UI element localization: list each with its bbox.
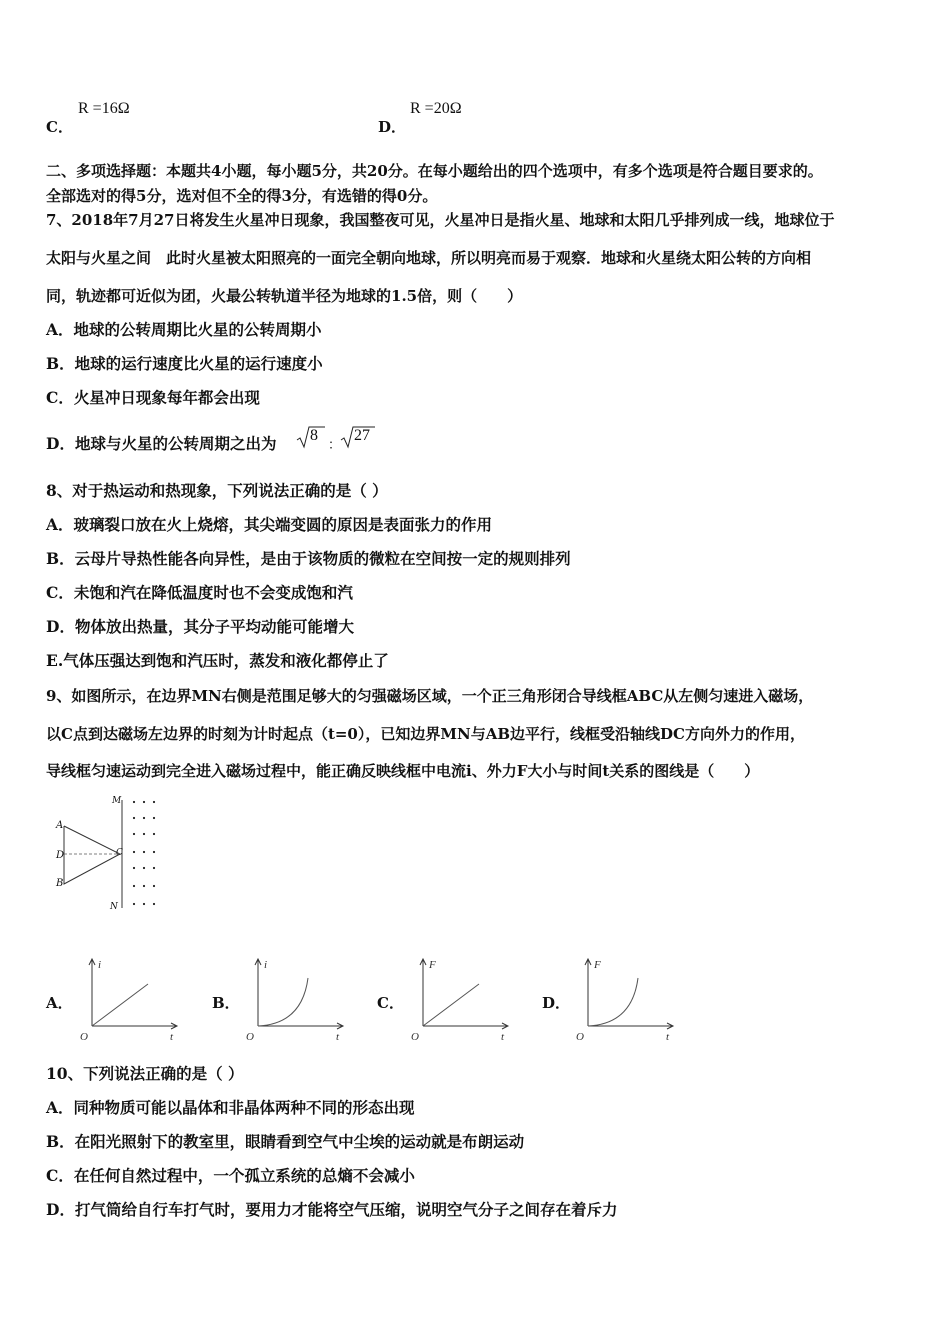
y-axis-label: F	[429, 959, 436, 971]
linear-plot-line	[423, 984, 479, 1026]
q9-line-1: 9、如图所示，在边界MN右侧是范围足够大的匀强磁场区域，一个正三角形闭合导线框ABC从左侧匀速进入磁场，	[46, 687, 814, 705]
option-d-label: D．	[378, 118, 407, 136]
q7-option-b: B．地球的运行速度比火星的运行速度小	[46, 354, 323, 373]
q9-line-3: 导线框匀速运动到完全进入磁场过程中，能正确反映线框中电流i、外力F大小与时间t关系的图线是（ ）	[46, 762, 760, 780]
q9-line-2: 以C点到达磁场左边界的时刻为计时起点（t=0），已知边界MN与AB边平行，线框受沿轴线DC方向外力的作用，	[46, 725, 805, 743]
q8-option-c: C．未饱和汽在降低温度时也不会变成饱和汽	[46, 583, 353, 602]
rising-plot-curve	[258, 978, 308, 1026]
option-c-label: C．	[46, 118, 73, 136]
fig-label-a: A	[56, 820, 64, 831]
q8-option-b: B．云母片导热性能各向异性，是由于该物质的微粒在空间按一定的规则排列	[46, 549, 571, 568]
q7-line-3: 同，轨迹都可近似为团，火最公转轨道半径为地球的1.5倍，则（ ）	[46, 287, 523, 305]
fig-label-b: B	[56, 878, 64, 889]
y-axis-label: i	[98, 959, 102, 971]
origin-label: O	[576, 1031, 584, 1043]
section-2-line-2: 全部选对的得5分，选对但不全的得3分，有选错的得0分。	[46, 187, 438, 205]
q9-graph-label-0: A．	[46, 994, 73, 1012]
q9-graph-0	[78, 956, 188, 1046]
q7-option-a: A．地球的公转周期比火星的公转周期小	[46, 320, 322, 339]
q10-option-b: B．在阳光照射下的教室里，眼睛看到空气中尘埃的运动就是布朗运动	[46, 1132, 525, 1151]
q8-option-a: A．玻璃裂口放在火上烧熔，其尖端变圆的原因是表面张力的作用	[46, 515, 493, 534]
y-axis-label: F	[594, 959, 601, 971]
q9-figure	[52, 796, 172, 916]
field-dots	[133, 801, 155, 905]
x-axis-label: t	[666, 1031, 670, 1043]
fig-label-c: C	[116, 848, 123, 858]
q8-option-e: E.气体压强达到饱和汽压时，蒸发和液化都停止了	[46, 651, 389, 670]
q9-graph-1	[244, 956, 354, 1046]
sqrt-8-value: 8	[310, 427, 318, 444]
q7-line-1: 7、2018年7月27日将发生火星冲日现象，我国整夜可见，火星冲日是指火星、地球和太阳几乎排列成一线，地球位于	[46, 211, 835, 229]
q9-graph-2	[409, 956, 519, 1046]
ratio-separator: ：	[328, 437, 342, 452]
q10-option-c: C．在任何自然过程中，一个孤立系统的总熵不会减小	[46, 1166, 415, 1185]
sqrt-27-value: 27	[354, 427, 370, 444]
triangle-frame	[64, 826, 120, 884]
section-2-line-1: 二、多项选择题：本题共4小题，每小题5分，共20分。在每小题给出的四个选项中，有多个选项是符合题目要求的。	[46, 162, 823, 180]
fig-label-m: M	[112, 796, 122, 806]
y-axis-label: i	[264, 959, 268, 971]
q9-graph-label-2: C．	[377, 994, 404, 1012]
q8-stem: 8、对于热运动和热现象，下列说法正确的是（ ）	[46, 481, 388, 500]
option-c-formula: R =16Ω	[78, 100, 130, 117]
q8-option-d: D．物体放出热量，其分子平均动能可能增大	[46, 617, 354, 636]
q9-graph-label-3: D．	[542, 994, 571, 1012]
rising-plot-curve	[588, 978, 638, 1026]
q7-option-d: D．地球与火星的公转周期之出为	[46, 434, 277, 453]
fig-label-d: D	[56, 850, 65, 861]
origin-label: O	[411, 1031, 419, 1043]
x-axis-label: t	[170, 1031, 174, 1043]
option-d-formula: R =20Ω	[410, 100, 462, 117]
x-axis-label: t	[501, 1031, 505, 1043]
x-axis-label: t	[336, 1031, 340, 1043]
q10-option-a: A．同种物质可能以晶体和非晶体两种不同的形态出现	[46, 1098, 415, 1117]
q7-line-2: 太阳与火星之间 此时火星被太阳照亮的一面完全朝向地球，所以明亮而易于观察．地球和火星绕太阳公转的方向相	[46, 249, 812, 267]
q10-stem: 10、下列说法正确的是（ ）	[46, 1064, 244, 1083]
linear-plot-line	[92, 984, 148, 1026]
q7-option-c: C．火星冲日现象每年都会出现	[46, 388, 260, 407]
origin-label: O	[80, 1031, 88, 1043]
q9-graph-label-1: B．	[212, 994, 240, 1012]
q10-option-d: D．打气筒给自行车打气时，要用力才能将空气压缩，说明空气分子之间存在着斥力	[46, 1200, 618, 1219]
origin-label: O	[246, 1031, 254, 1043]
q9-graph-3	[574, 956, 684, 1046]
fig-label-n: N	[110, 902, 118, 912]
